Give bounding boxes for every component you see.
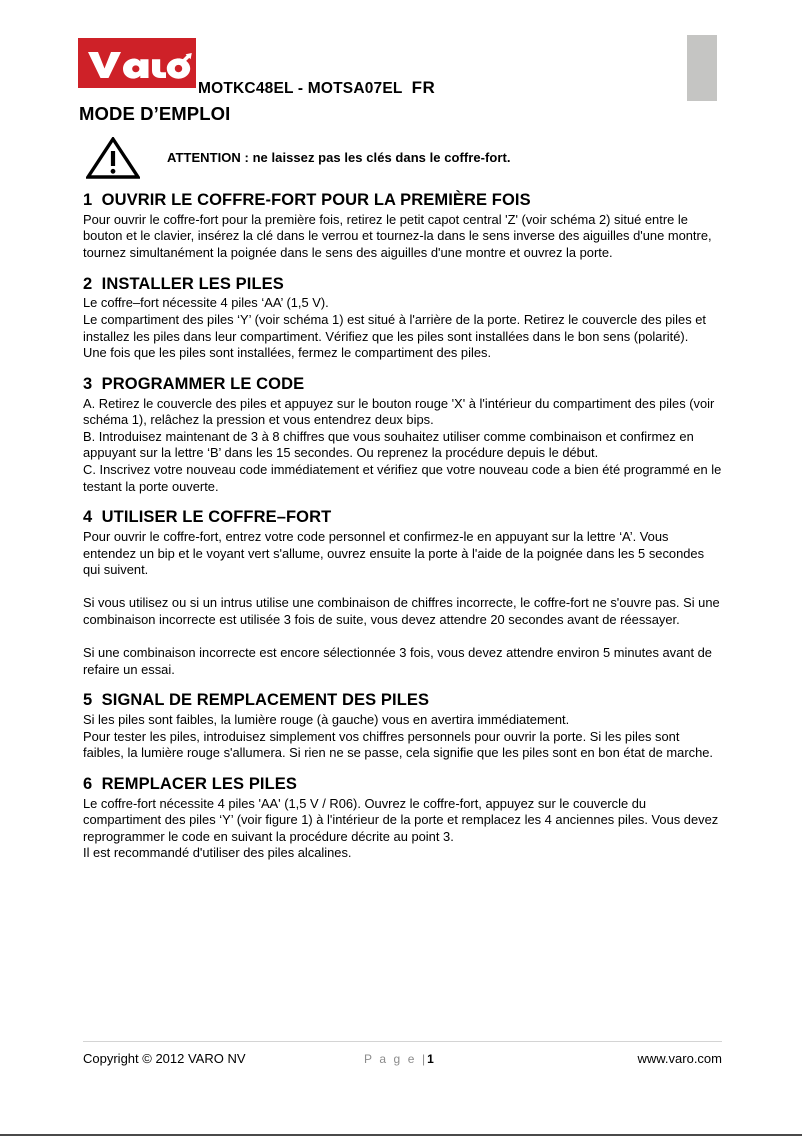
section-6-paragraph: Il est recommandé d'utiliser des piles alcalines.	[83, 845, 352, 861]
section-5	[83, 691, 722, 762]
page-indicator	[364, 1052, 434, 1066]
copyright-text: Copyright © 2012 VARO NV	[83, 1051, 246, 1066]
section-2-paragraph: Une fois que les piles sont installées, fermez le compartiment des piles.	[83, 345, 492, 361]
website-link[interactable]: www.varo.com	[637, 1051, 722, 1066]
page-title: MODE D’EMPLOI	[79, 103, 231, 124]
section-2-paragraph: Le coffre–fort nécessite 4 piles ‘AA’ (1,5 V).	[83, 295, 329, 311]
spacer	[83, 764, 722, 775]
header-grey-block	[687, 35, 717, 101]
section-4-paragraph: Si une combinaison incorrecte est encore sélectionnée 3 fois, vous devez attendre environ 5 minutes avant de refaire un essai.	[83, 645, 712, 677]
model-codes: MOTKC48EL - MOTSA07EL	[198, 80, 403, 97]
footer-divider	[83, 1041, 722, 1042]
document-body	[83, 191, 722, 864]
footer-row	[83, 1051, 722, 1071]
section-4	[83, 508, 722, 678]
attention-text: ATTENTION : ne laissez pas les clés dans le coffre-fort.	[167, 150, 511, 165]
document-footer	[83, 1041, 722, 1071]
section-1-heading: 1 OUVRIR LE COFFRE-FORT POUR LA PREMIÈRE FOIS	[83, 191, 531, 209]
section-4-paragraph: Pour ouvrir le coffre-fort, entrez votre code personnel et confirmez-le en appuyant sur la lettre ‘A’. Vous entendez un bip et le voyant vert s'allume, ouvrez ensuite la porte à l'aide de la poignée dans les 5 secondes qui suivent.	[83, 528, 705, 578]
attention-notice	[86, 137, 706, 177]
section-3-heading: 3 PROGRAMMER LE CODE	[83, 374, 305, 393]
spacer	[83, 497, 722, 508]
varo-logo	[78, 38, 196, 88]
section-1	[83, 191, 722, 262]
warning-triangle-icon	[86, 137, 140, 179]
page-number: 1	[427, 1052, 434, 1066]
section-5-heading: 5 SIGNAL DE REMPLACEMENT DES PILES	[83, 691, 430, 710]
section-2	[83, 275, 722, 362]
model-codes-line	[198, 78, 435, 98]
section-3-paragraph: C. Inscrivez votre nouveau code immédiatement et vérifiez que votre nouveau code a bien été programmé en le testant la porte ouverte.	[83, 461, 722, 494]
section-3-paragraph: B. Introduisez maintenant de 3 à 8 chiffres que vous souhaitez utiliser comme combinaison et confirmez en appuyant sur la lettre ‘B’ dans les 15 secondes. Ou reprenez la procédure depuis le début.	[83, 428, 694, 461]
section-3-paragraph: A. Retirez le couvercle des piles et appuyez sur le bouton rouge 'X' à l'intérieur du compartiment des piles (voir schéma 1), relâchez la pression et vous entendrez deux bips.	[83, 395, 715, 428]
spacer	[83, 264, 722, 275]
section-4-heading: 4 UTILISER LE COFFRE–FORT	[83, 508, 332, 527]
spacer	[83, 579, 722, 596]
page-label: P a g e |	[364, 1052, 428, 1066]
language-code: FR	[411, 78, 436, 97]
section-6-paragraph: Le coffre-fort nécessite 4 piles 'AA' (1,5 V / R06). Ouvrez le coffre-fort, appuyez sur le couvercle du compartiment des piles ‘Y’ (voir figure 1) à l'intérieur de la porte et remplacez les 4 anciennes piles. Vous devez reprogrammer le code en suivant la procédure décrite au point 3.	[83, 795, 719, 844]
spacer	[83, 680, 722, 691]
spacer	[83, 364, 722, 375]
section-5-paragraph: Si les piles sont faibles, la lumière rouge (à gauche) vous en avertira immédiatement.	[83, 712, 570, 728]
document-header	[0, 0, 802, 132]
spacer	[83, 628, 722, 645]
section-6	[83, 775, 722, 862]
section-2-heading: 2 INSTALLER LES PILES	[83, 274, 284, 293]
section-5-paragraph: Pour tester les piles, introduisez simplement vos chiffres personnels pour ouvrir la porte. Si les piles sont faibles, la lumière rouge s'allumera. Si rien ne se passe, cela signifie que les piles sont en bon état de marche.	[83, 728, 714, 761]
section-4-paragraph: Si vous utilisez ou si un intrus utilise une combinaison de chiffres incorrecte, le coffre-fort ne s'ouvre pas. Si une combinaison incorrecte est utilisée 3 fois de suite, vous devez attendre 20 secondes avant de réessayer.	[83, 595, 720, 627]
section-1-paragraph: Pour ouvrir le coffre-fort pour la première fois, retirez le petit capot central 'Z' (voir schéma 2) situé entre le bouton et le clavier, insérez la clé dans le verrou et tournez-la dans le sens inverse des aiguilles d'une montre, tournez simultanément la poignée dans le sens des aiguilles d'une montre et ouvrez la porte.	[83, 211, 712, 260]
section-2-paragraph: Le compartiment des piles ‘Y’ (voir schéma 1) est situé à l'arrière de la porte. Retirez le couvercle des piles et installez les piles dans leur compartiment. Vérifiez que les piles sont installées dans le bon sens (polarité).	[83, 311, 707, 344]
section-3	[83, 375, 722, 495]
section-6-heading: 6 REMPLACER LES PILES	[83, 774, 297, 793]
